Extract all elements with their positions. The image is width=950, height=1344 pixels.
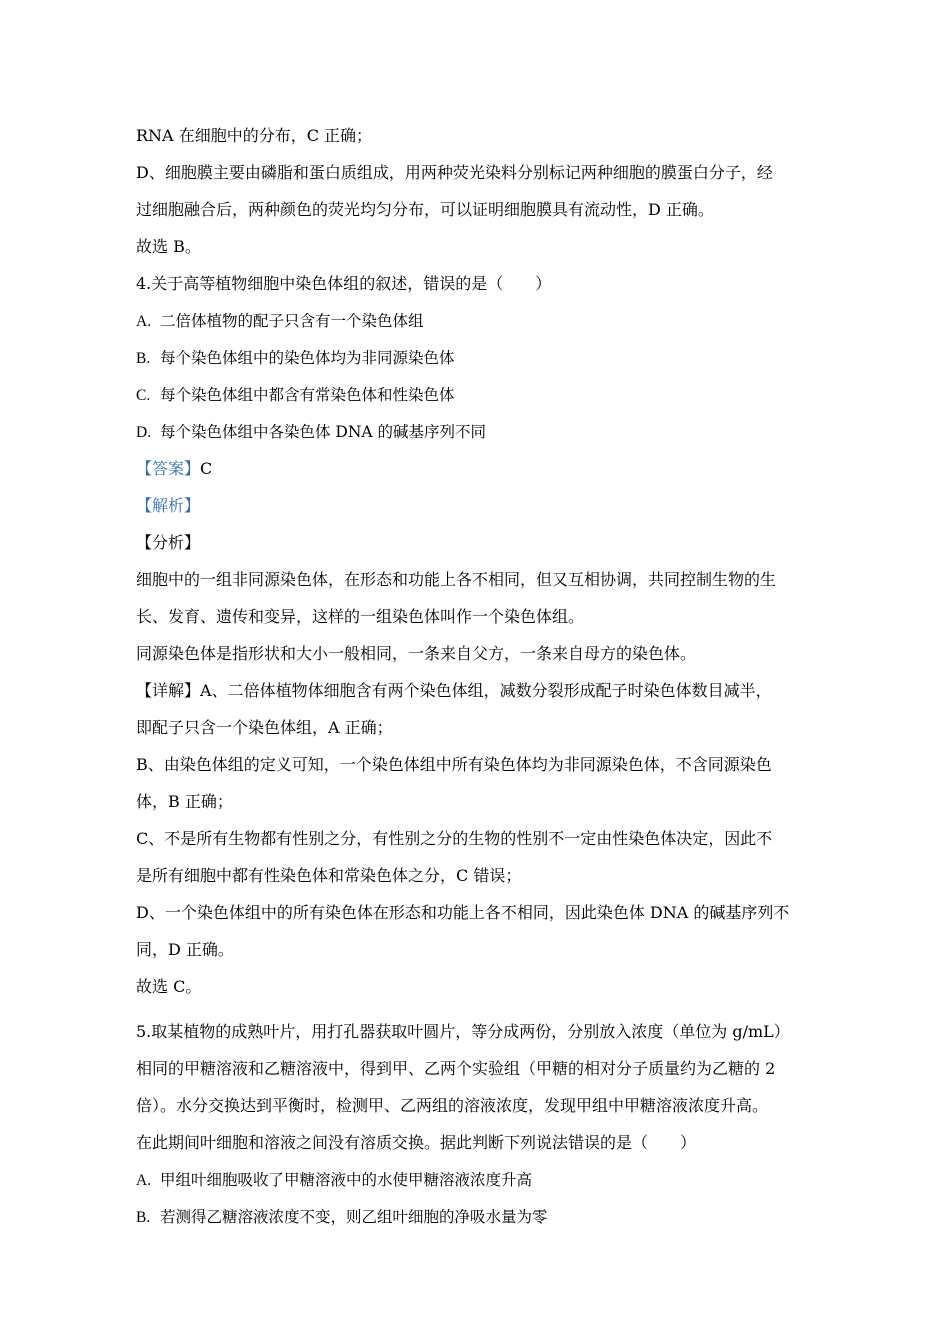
detail-line: 体，B 正确； [136, 792, 233, 811]
question-5-option-b [136, 1206, 548, 1229]
question-5-stem-line: 倍）。水分交换达到平衡时，检测甲、乙两组的溶液浓度，发现甲组中甲糖溶液浓度升高。 [136, 1096, 769, 1115]
answer-value: C [200, 459, 213, 478]
option-text: 若测得乙糖溶液浓度不变，则乙组叶细胞的净吸水量为零 [160, 1208, 548, 1226]
option-text: 甲组叶细胞吸收了甲糖溶液中的水使甲糖溶液浓度升高 [160, 1171, 533, 1189]
question-4-conclusion: 故选 C。 [136, 977, 202, 996]
question-5-stem-line: 5.取某植物的成熟叶片，用打孔器获取叶圆片，等分成两份，分别放入浓度（单位为 g/mL） [136, 1022, 790, 1041]
answer-line [136, 458, 212, 480]
question-5-option-a [136, 1169, 532, 1192]
question-5-stem-line: 相同的甲糖溶液和乙糖溶液中，得到甲、乙两个实验组（甲糖的相对分子质量约为乙糖的 2 [136, 1059, 776, 1078]
analysis-line: 长、发育、遗传和变异，这样的一组染色体叫作一个染色体组。 [136, 607, 585, 626]
option-letter: A. [136, 313, 152, 330]
detail-line: 同，D 正确。 [136, 940, 234, 959]
detail-line: C、不是所有生物都有性别之分，有性别之分的生物的性别不一定由性染色体决定，因此不 [136, 829, 773, 848]
detail-text: A、二倍体植物体细胞含有两个染色体组，减数分裂形成配子时染色体数目减半， [200, 681, 772, 700]
option-letter: C. [136, 387, 151, 404]
option-letter: B. [136, 1209, 151, 1226]
answer-tag: 【答案】 [136, 459, 201, 478]
detail-line: D、一个染色体组中的所有染色体在形态和功能上各不相同，因此染色体 DNA 的碱基序列不 [136, 903, 790, 922]
option-letter: D. [136, 424, 152, 441]
option-letter: B. [136, 350, 151, 367]
analysis-line: 细胞中的一组非同源染色体，在形态和功能上各不相同，但又互相协调，共同控制生物的生 [136, 570, 777, 589]
detail-line: 即配子只含一个染色体组，A 正确； [136, 718, 393, 737]
analysis-tag: 【解析】 [136, 496, 201, 515]
option-text: 每个染色体组中各染色体 DNA 的碱基序列不同 [160, 423, 487, 441]
prev-explanation-line: RNA 在细胞中的分布，C 正确； [136, 126, 373, 145]
detail-tag: 【详解】 [136, 681, 201, 700]
question-4-option-d [136, 421, 486, 444]
question-4-option-b [136, 347, 455, 370]
prev-explanation-line: 过细胞融合后，两种颜色的荧光均匀分布，可以证明细胞膜具有流动性，D 正确。 [136, 200, 714, 219]
question-4-option-a [136, 310, 424, 333]
prev-explanation-line: D、细胞膜主要由磷脂和蛋白质组成，用两种荧光染料分别标记两种细胞的膜蛋白分子，经 [136, 163, 773, 182]
option-text: 二倍体植物的配子只含有一个染色体组 [160, 312, 424, 330]
prev-conclusion: 故选 B。 [136, 237, 201, 256]
question-4-option-c [136, 384, 455, 407]
question-4-stem: 4.关于高等植物细胞中染色体组的叙述，错误的是（ ） [136, 274, 552, 293]
analysis-line: 同源染色体是指形状和大小一般相同，一条来自父方，一条来自母方的染色体。 [136, 644, 697, 663]
option-text: 每个染色体组中的染色体均为非同源染色体 [160, 349, 455, 367]
detail-line [136, 680, 772, 702]
question-5-stem-line: 在此期间叶细胞和溶液之间没有溶质交换。据此判断下列说法错误的是（ ） [136, 1133, 697, 1152]
fenxi-tag: 【分析】 [136, 533, 201, 552]
option-letter: A. [136, 1172, 152, 1189]
option-text: 每个染色体组中都含有常染色体和性染色体 [160, 386, 455, 404]
detail-line: 是所有细胞中都有性染色体和常染色体之分，C 错误； [136, 866, 522, 885]
detail-line: B、由染色体组的定义可知，一个染色体组中所有染色体均为非同源染色体，不含同源染色 [136, 755, 772, 774]
